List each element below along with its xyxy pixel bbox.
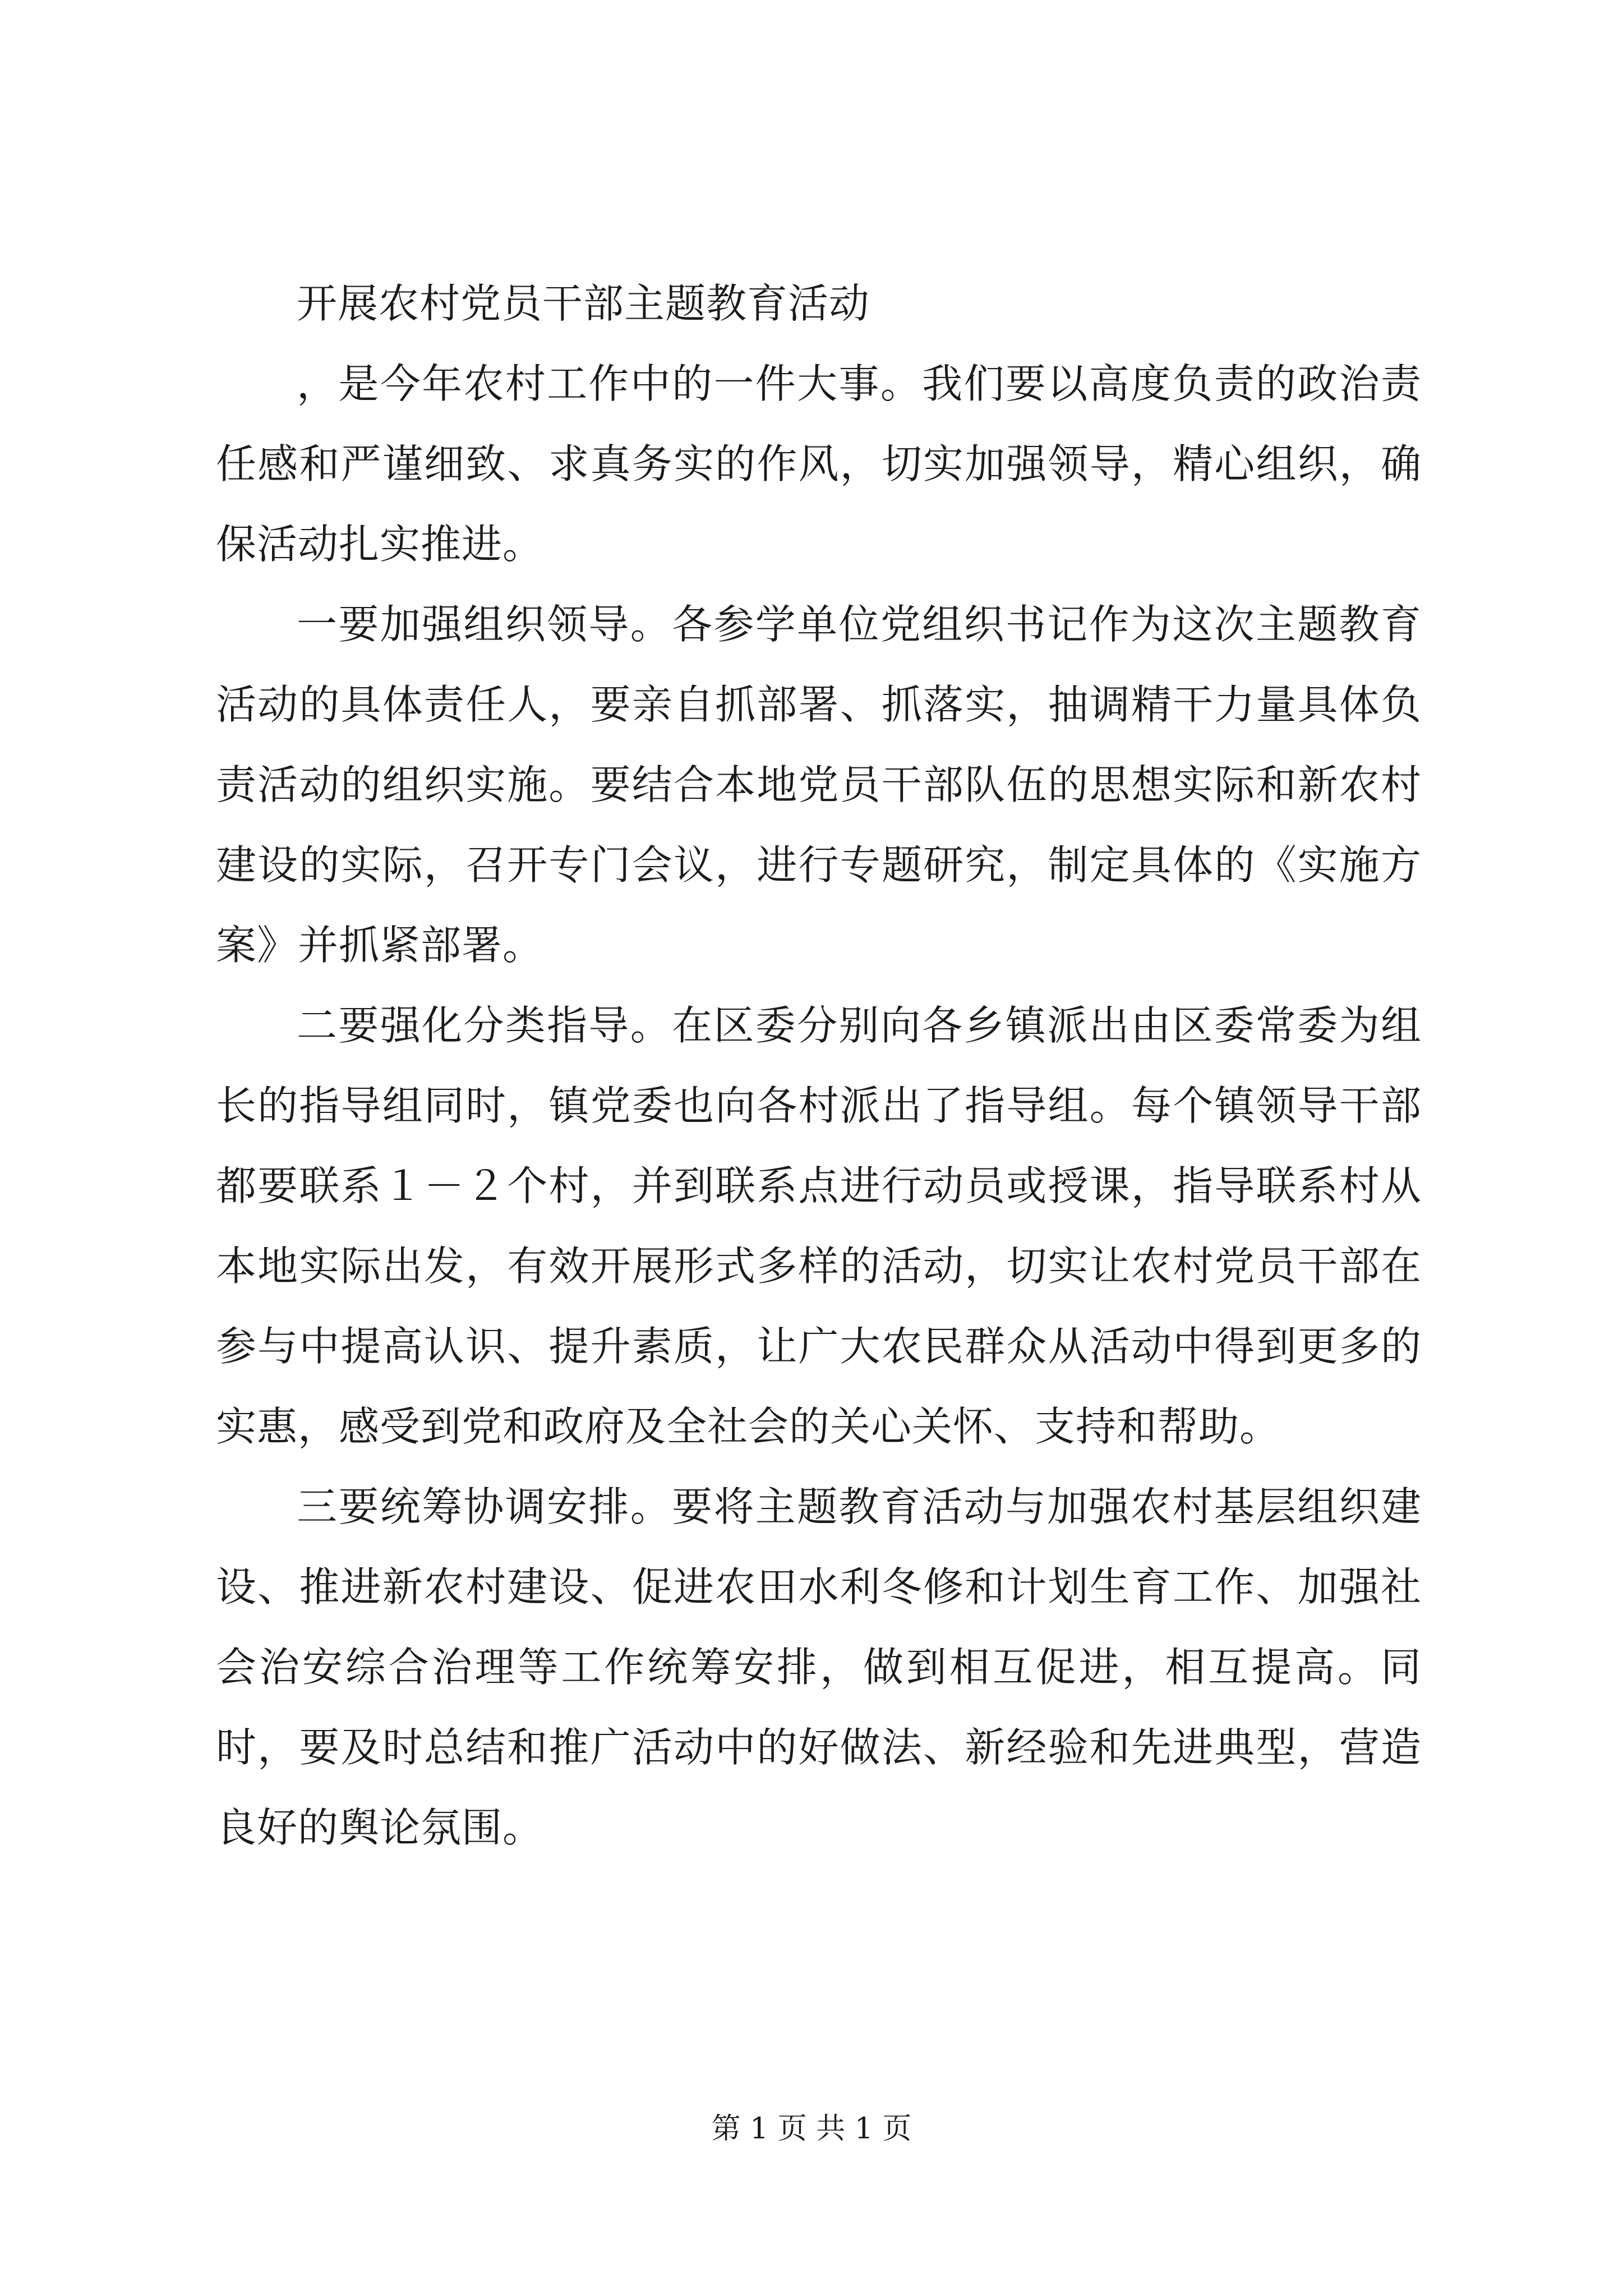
paragraph-coordination: 三要统筹协调安排。要将主题教育活动与加强农村基层组织建设、推进新农村建设、促进农田水利冬修和计划生育工作、加强社会治安综合治理等工作统筹安排，做到相互促进，相互提高。同时，要及时总结和推广活动中的好做法、新经验和先进典型，营造良好的舆论氛围。 [216,1483,1422,1851]
document-heading: 开展农村党员干部主题教育活动 [297,280,870,327]
document-body [216,264,1422,1868]
paragraph-guidance: 二要强化分类指导。在区委分别向各乡镇派出由区委常委为组长的指导组同时，镇党委也向各村派出了指导组。每个镇领导干部都要联系１－２个村，并到联系点进行动员或授课，指导联系村从本地实际出发，有效开展形式多样的活动，切实让农村党员干部在参与中提高认识、提升素质，让广大农民群众从活动中得到更多的实惠，感受到党和政府及全社会的关心关怀、支持和帮助。 [216,1002,1422,1450]
paragraph-intro: ，是今年农村工作中的一件大事。我们要以高度负责的政治责任感和严谨细致、求真务实的作风，切实加强领导，精心组织，确保活动扎实推进。 [216,360,1422,568]
paragraph-organization: 一要加强组织领导。各参学单位党组织书记作为这次主题教育活动的具体责任人，要亲自抓部署、抓落实，抽调精干力量具体负责活动的组织实施。要结合本地党员干部队伍的思想实际和新农村建设的实际，召开专门会议，进行专题研究，制定具体的《实施方案》并抓紧部署。 [216,601,1422,969]
page-footer: 第 1 页 共 1 页 [711,2112,912,2146]
